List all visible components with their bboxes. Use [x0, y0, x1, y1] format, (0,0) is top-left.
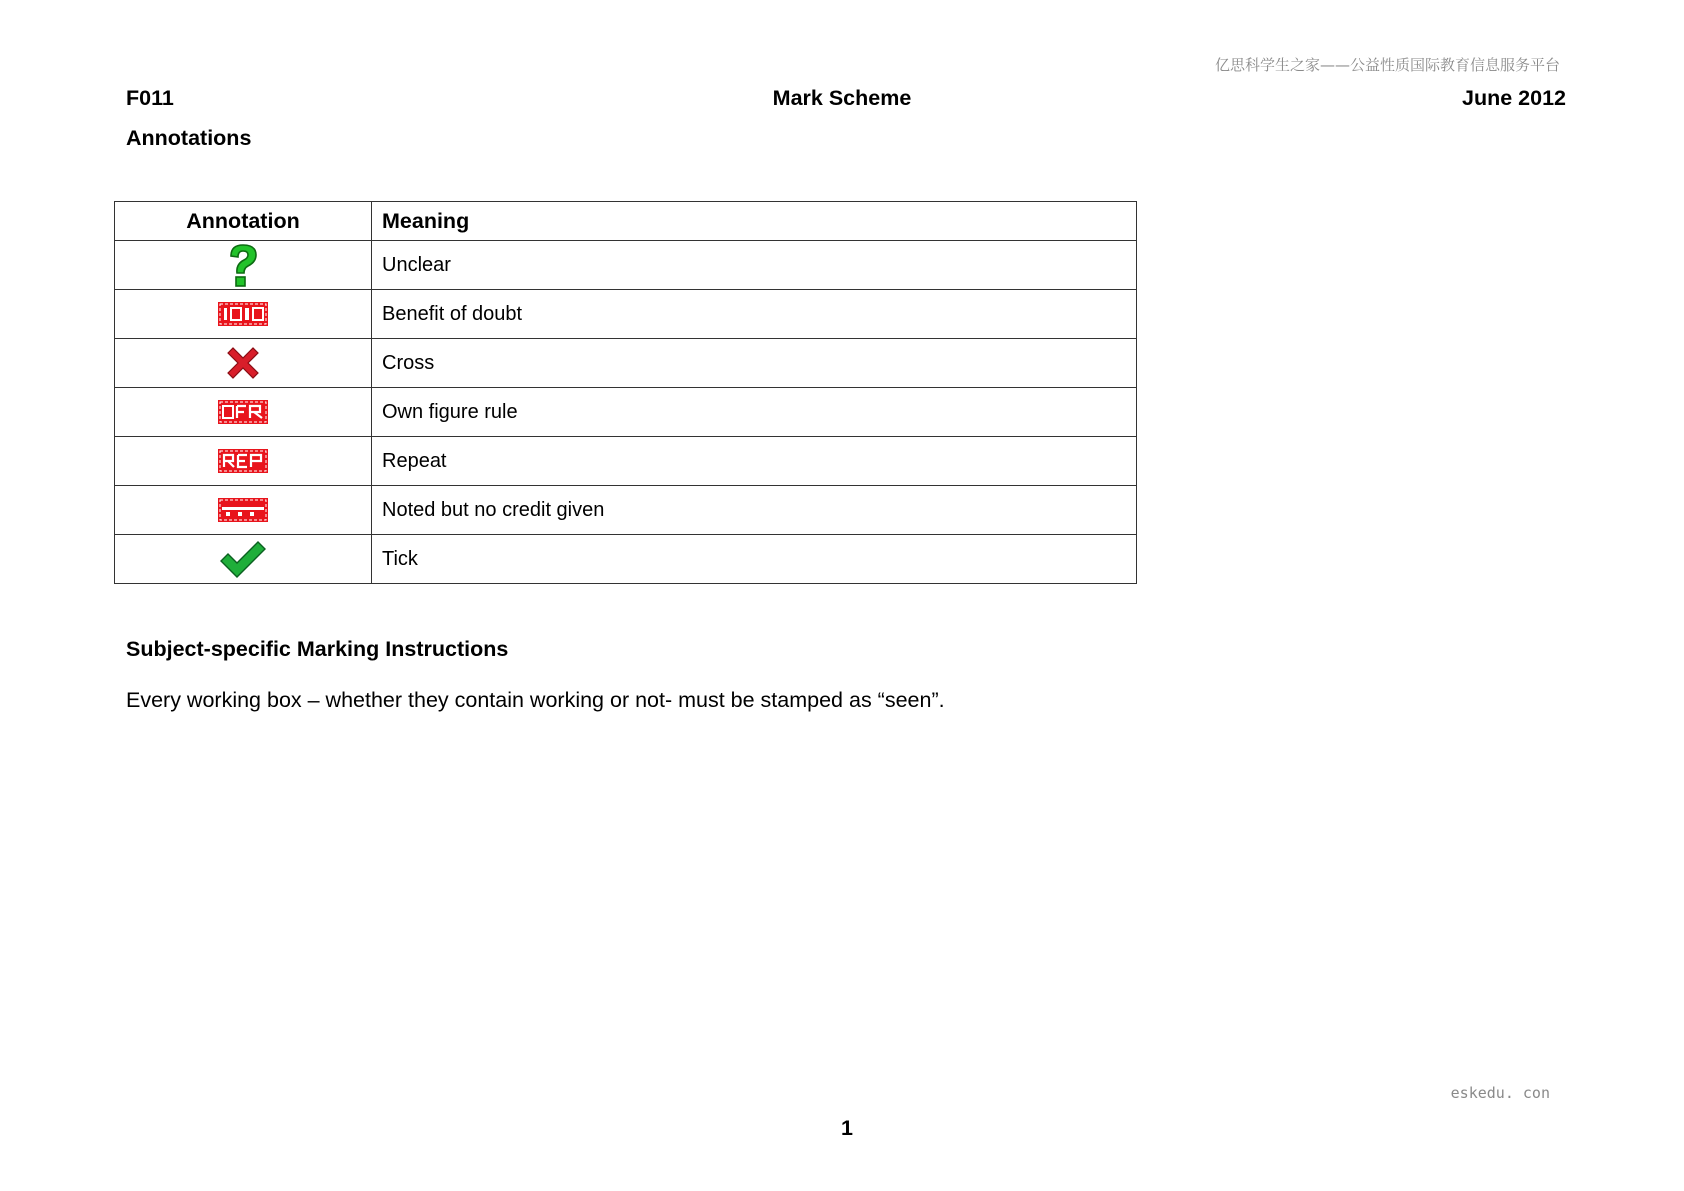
column-header-annotation: Annotation: [115, 202, 372, 241]
table-row: [115, 388, 1137, 437]
table-row: [115, 437, 1137, 486]
cross-icon: [223, 343, 263, 383]
annotation-cell: [115, 388, 372, 437]
meaning-cell: Cross: [372, 339, 1137, 388]
page-number: 1: [841, 1116, 853, 1140]
nbod-stamp-icon: [218, 498, 268, 522]
annotation-cell: [115, 290, 372, 339]
question-mark-icon: [223, 242, 263, 288]
document-code: F011: [126, 86, 174, 110]
annotation-cell: [115, 535, 372, 584]
meaning-cell: Unclear: [372, 241, 1137, 290]
annotation-cell: [115, 486, 372, 535]
ofr-stamp-icon: [218, 400, 268, 424]
meaning-cell: Noted but no credit given: [372, 486, 1137, 535]
table-row: [115, 339, 1137, 388]
table-header-row: [115, 202, 1137, 241]
table-row: [115, 290, 1137, 339]
annotation-cell: [115, 339, 372, 388]
table-row: [115, 486, 1137, 535]
table-row: [115, 535, 1137, 584]
annotation-cell: [115, 437, 372, 486]
meaning-cell: Benefit of doubt: [372, 290, 1137, 339]
instructions-heading: Subject-specific Marking Instructions: [126, 637, 509, 661]
meaning-cell: Repeat: [372, 437, 1137, 486]
column-header-meaning: Meaning: [372, 202, 1137, 241]
tick-icon: [219, 539, 267, 579]
table-row: [115, 241, 1137, 290]
annotation-cell: [115, 241, 372, 290]
rep-stamp-icon: [218, 449, 268, 473]
meaning-cell: Own figure rule: [372, 388, 1137, 437]
annotations-table: [114, 201, 1137, 584]
annotations-heading: Annotations: [126, 126, 252, 150]
document-title: Mark Scheme: [772, 86, 912, 110]
meaning-cell: Tick: [372, 535, 1137, 584]
instructions-text: Every working box – whether they contain working or not- must be stamped as “seen”.: [126, 688, 945, 712]
watermark-bottom: eskedu. con: [1450, 1084, 1550, 1102]
watermark-top: 亿思科学生之家——公益性质国际教育信息服务平台: [1214, 56, 1560, 74]
document-date: June 2012: [1462, 86, 1566, 110]
bod-stamp-icon: [218, 302, 268, 326]
